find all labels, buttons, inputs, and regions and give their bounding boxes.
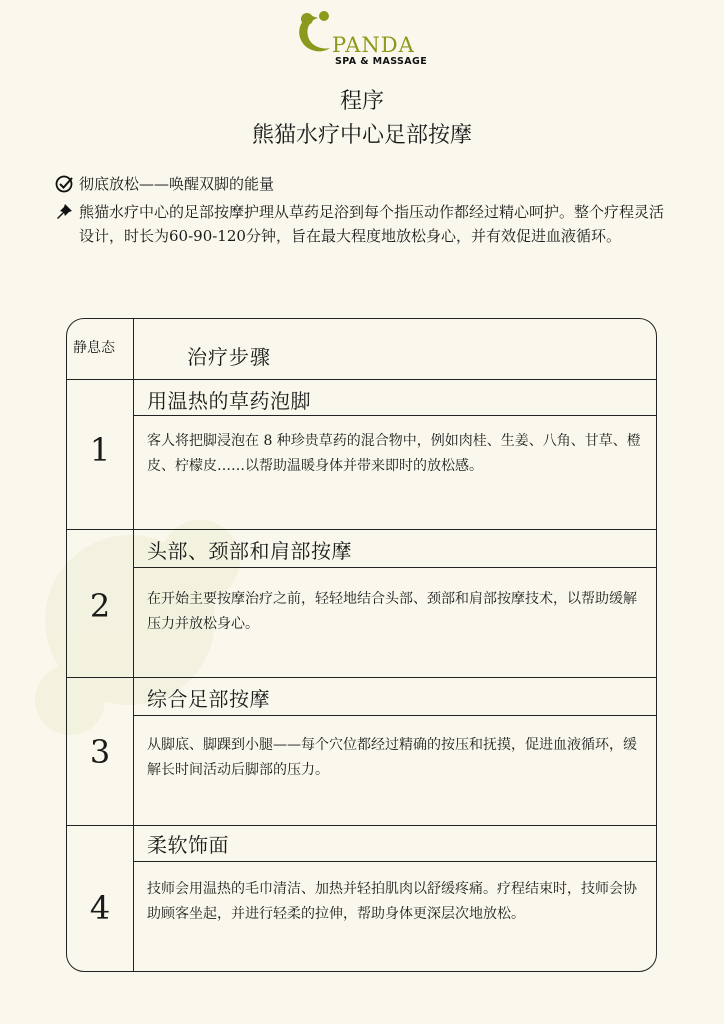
step-title: 综合足部按摩 — [147, 687, 270, 711]
title-divider — [133, 861, 656, 862]
header-title: 治疗步骤 — [187, 345, 271, 369]
step-number: 1 — [89, 431, 111, 469]
brand-logo — [294, 10, 428, 72]
step-description: 在开始主要按摩治疗之前，轻轻地结合头部、颈部和肩部按摩技术，以帮助缓解压力并放松身心。 — [147, 591, 637, 632]
title-divider — [133, 715, 656, 716]
title-divider — [133, 567, 656, 568]
header-label: 静息态 — [73, 340, 115, 356]
row-divider — [67, 529, 656, 530]
brand-subtitle: SPA & MASSAGE — [335, 56, 428, 67]
intro-description-text: 熊猫水疗中心的足部按摩护理从草药足浴到每个指压动作都经过精心呵护。整个疗程灵活设计，时长为60-90-120分钟，旨在最大程度地放松身心，并有效促进血液循环。 — [79, 203, 665, 245]
step-description: 客人将把脚浸泡在 8 种珍贵草药的混合物中，例如肉桂、生姜、八角、甘草、橙皮、柠檬皮……以帮助温暖身体并带来即时的放松感。 — [147, 433, 641, 474]
step-number: 2 — [89, 587, 111, 625]
step-description: 技师会用温热的毛巾清洁、加热并轻拍肌肉以舒缓疼痛。疗程结束时，技师会协助顾客坐起，并进行轻柔的拉伸，帮助身体更深层次地放松。 — [147, 881, 637, 922]
row-divider — [67, 825, 656, 826]
intro-highlight-text: 彻底放松——唤醒双脚的能量 — [79, 175, 275, 193]
step-title: 头部、颈部和肩部按摩 — [147, 539, 352, 563]
intro-highlight — [55, 172, 274, 196]
step-title: 柔软饰面 — [147, 833, 229, 857]
treatment-steps-table — [66, 318, 657, 972]
step-number: 4 — [89, 889, 111, 927]
page-subtitle: 熊猫水疗中心足部按摩 — [251, 123, 472, 148]
page-title: 程序 — [339, 89, 384, 114]
check-circle-icon — [55, 175, 75, 193]
column-divider — [133, 319, 134, 971]
pushpin-icon — [55, 203, 75, 221]
intro-description — [55, 200, 667, 248]
title-divider — [133, 415, 656, 416]
row-divider — [67, 379, 656, 380]
step-title: 用温热的草药泡脚 — [147, 389, 311, 413]
step-number: 3 — [89, 733, 111, 771]
brand-name: PANDA — [332, 33, 415, 57]
row-divider — [67, 677, 656, 678]
step-description: 从脚底、脚踝到小腿——每个穴位都经过精确的按压和抚摸，促进血液循环，缓解长时间活动后脚部的压力。 — [147, 737, 637, 778]
